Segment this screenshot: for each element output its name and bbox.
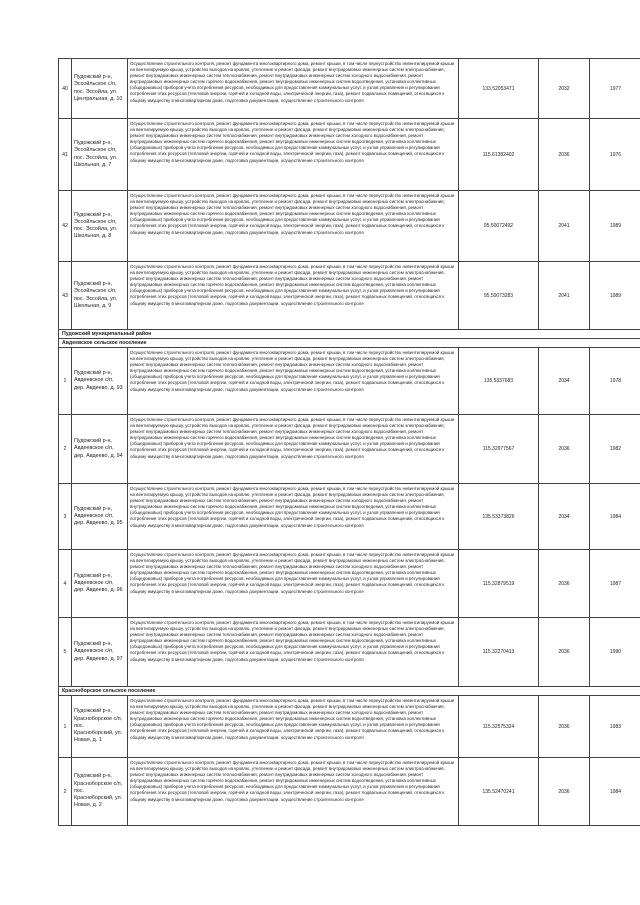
works-description-cell: Осуществление строительного контроля, ремонт фундамента многоквартирного дома, ремонт крыши, в том числе переустройство невентилируемой крыши на вентилируемую крышу, устройство выходов на кровлю, утепление и ремонт фасада, ремонт внутридомовых инженерных систем электроснабжения, ремонт внутридомовых инженерных систем теплоснабжения, ремонт внутридомовых инженерных систем холодного водоснабжения, ремонт внутридомовых инженерных систем горячего водоснабжения, ремонт внутридомовых инженерных систем водоотведения, установка коллективных (общедомовых) приборов учета потребления ресурсов, необходимых для предоставления коммунальных услуг, и узлов управления и регулирования потребления этих ресурсов (тепловой энергии, горячей и холодной воды, электрической энергии, газа), ремонт подвальных помещений, относящихся к общему имуществу в многоквартирном доме, подготовка документации, осуществление строительного контроля (128, 262, 459, 330)
table-row (59, 59, 640, 119)
works-description-cell: Осуществление строительного контроля, ремонт фундамента многоквартирного дома, ремонт крыши, в том числе переустройство невентилируемой крыши на вентилируемую крышу, устройство выходов на кровлю, утепление и ремонт фасада, ремонт внутридомовых инженерных систем электроснабжения, ремонт внутридомовых инженерных систем теплоснабжения, ремонт внутридомовых инженерных систем холодного водоснабжения, ремонт внутридомовых инженерных систем горячего водоснабжения, ремонт внутридомовых инженерных систем водоотведения, установка коллективных (общедомовых) приборов учета потребления ресурсов, необходимых для предоставления коммунальных услуг, и узлов управления и регулирования потребления этих ресурсов (тепловой энергии, горячей и холодной воды, электрической энергии, газа), ремонт подвальных помещений, относящихся к общему имуществу в многоквартирном доме, подготовка документации, осуществление строительного контроля (128, 758, 459, 826)
construction-year-cell: 1978 (590, 348, 640, 415)
cost-cell: 135.52470241 (459, 758, 539, 826)
table-row (59, 550, 640, 618)
table-row (59, 348, 640, 415)
address-cell: Пудожский р-н, Красноборское с/п, пос. Красноборский, ул. Новая, д. 2 (72, 758, 128, 826)
construction-year-cell: 1983 (590, 696, 640, 758)
completion-year-cell: 2036 (539, 415, 590, 484)
cost-cell: 135.53373826 (459, 484, 539, 550)
address-cell: Пудожский р-н, Авдеевское с/п, дер. Авдеево, д. 97 (72, 618, 128, 687)
table-row (59, 191, 640, 262)
row-number: 2 (59, 758, 72, 826)
works-description-cell: Осуществление строительного контроля, ремонт фундамента многоквартирного дома, ремонт крыши, в том числе переустройство невентилируемой крыши на вентилируемую крышу, устройство выходов на кровлю, утепление и ремонт фасада, ремонт внутридомовых инженерных систем электроснабжения, ремонт внутридомовых инженерных систем теплоснабжения, ремонт внутридомовых инженерных систем холодного водоснабжения, ремонт внутридомовых инженерных систем горячего водоснабжения, ремонт внутридомовых инженерных систем водоотведения, установка коллективных (общедомовых) приборов учета потребления ресурсов, необходимых для предоставления коммунальных услуг, и узлов управления и регулирования потребления этих ресурсов (тепловой энергии, горячей и холодной воды, электрической энергии, газа), ремонт подвальных помещений, относящихся к общему имуществу в многоквартирном доме, подготовка документации, осуществление строительного контроля (128, 484, 459, 550)
construction-year-cell: 1984 (590, 758, 640, 826)
completion-year-cell: 2032 (539, 59, 590, 119)
completion-year-cell: 2041 (539, 191, 590, 262)
construction-year-cell: 1989 (590, 262, 640, 330)
table-row (59, 415, 640, 484)
address-cell: Пудожский р-н, Авдеевское с/п, дер. Авдеево, д. 95 (72, 484, 128, 550)
table-row (59, 484, 640, 550)
table-row (59, 696, 640, 758)
works-description-cell: Осуществление строительного контроля, ремонт фундамента многоквартирного дома, ремонт крыши, в том числе переустройство невентилируемой крыши на вентилируемую крышу, устройство выходов на кровлю, утепление и ремонт фасада, ремонт внутридомовых инженерных систем электроснабжения, ремонт внутридомовых инженерных систем теплоснабжения, ремонт внутридомовых инженерных систем холодного водоснабжения, ремонт внутридомовых инженерных систем горячего водоснабжения, ремонт внутридомовых инженерных систем водоотведения, установка коллективных (общедомовых) приборов учета потребления ресурсов, необходимых для предоставления коммунальных услуг, и узлов управления и регулирования потребления этих ресурсов (тепловой энергии, горячей и холодной воды, электрической энергии, газа), ремонт подвальных помещений, относящихся к общему имуществу в многоквартирном доме, подготовка документации, осуществление строительного контроля (128, 550, 459, 618)
completion-year-cell: 2036 (539, 758, 590, 826)
cost-cell: 115.32879519 (459, 550, 539, 618)
construction-year-cell: 1984 (590, 484, 640, 550)
works-description-cell: Осуществление строительного контроля, ремонт фундамента многоквартирного дома, ремонт крыши, в том числе переустройство невентилируемой крыши на вентилируемую крышу, устройство выходов на кровлю, утепление и ремонт фасада, ремонт внутридомовых инженерных систем электроснабжения, ремонт внутридомовых инженерных систем теплоснабжения, ремонт внутридомовых инженерных систем холодного водоснабжения, ремонт внутридомовых инженерных систем горячего водоснабжения, ремонт внутридомовых инженерных систем водоотведения, установка коллективных (общедомовых) приборов учета потребления ресурсов, необходимых для предоставления коммунальных услуг, и узлов управления и регулирования потребления этих ресурсов (тепловой энергии, горячей и холодной воды, электрической энергии, газа), ремонт подвальных помещений, относящихся к общему имуществу в многоквартирном доме, подготовка документации, осуществление строительного контроля (128, 696, 459, 758)
section-heading-row (59, 687, 640, 696)
row-number: 1 (59, 348, 72, 415)
table-row (59, 262, 640, 330)
construction-year-cell: 1989 (590, 191, 640, 262)
cost-cell: 115.32977567 (459, 415, 539, 484)
works-description-cell: Осуществление строительного контроля, ремонт фундамента многоквартирного дома, ремонт крыши, в том числе переустройство невентилируемой крыши на вентилируемую крышу, устройство выходов на кровлю, утепление и ремонт фасада, ремонт внутридомовых инженерных систем электроснабжения, ремонт внутридомовых инженерных систем теплоснабжения, ремонт внутридомовых инженерных систем холодного водоснабжения, ремонт внутридомовых инженерных систем горячего водоснабжения, ремонт внутридомовых инженерных систем водоотведения, установка коллективных (общедомовых) приборов учета потребления ресурсов, необходимых для предоставления коммунальных услуг, и узлов управления и регулирования потребления этих ресурсов (тепловой энергии, горячей и холодной воды, электрической энергии, газа), ремонт подвальных помещений, относящихся к общему имуществу в многоквартирном доме, подготовка документации, осуществление строительного контроля (128, 191, 459, 262)
completion-year-cell: 2034 (539, 484, 590, 550)
cost-cell: 95.50073283 (459, 262, 539, 330)
construction-year-cell: 1987 (590, 550, 640, 618)
cost-cell: 115.61382402 (459, 119, 539, 191)
row-number: 5 (59, 618, 72, 687)
works-description-cell: Осуществление строительного контроля, ремонт фундамента многоквартирного дома, ремонт крыши, в том числе переустройство невентилируемой крыши на вентилируемую крышу, устройство выходов на кровлю, утепление и ремонт фасада, ремонт внутридомовых инженерных систем электроснабжения, ремонт внутридомовых инженерных систем теплоснабжения, ремонт внутридомовых инженерных систем холодного водоснабжения, ремонт внутридомовых инженерных систем горячего водоснабжения, ремонт внутридомовых инженерных систем водоотведения, установка коллективных (общедомовых) приборов учета потребления ресурсов, необходимых для предоставления коммунальных услуг, и узлов управления и регулирования потребления этих ресурсов (тепловой энергии, горячей и холодной воды, электрической энергии, газа), ремонт подвальных помещений, относящихся к общему имуществу в многоквартирном доме, подготовка документации, осуществление строительного контроля (128, 119, 459, 191)
completion-year-cell: 2036 (539, 618, 590, 687)
cost-cell: 115.32270413 (459, 618, 539, 687)
row-number: 1 (59, 696, 72, 758)
completion-year-cell: 2036 (539, 119, 590, 191)
table-row (59, 758, 640, 826)
row-number: 40 (59, 59, 72, 119)
address-cell: Пудожский р-н, Эссойльское с/п, пос. Эссойла, ул. Школьная, д. 7 (72, 119, 128, 191)
works-description-cell: Осуществление строительного контроля, ремонт фундамента многоквартирного дома, ремонт крыши, в том числе переустройство невентилируемой крыши на вентилируемую крышу, устройство выходов на кровлю, утепление и ремонт фасада, ремонт внутридомовых инженерных систем электроснабжения, ремонт внутридомовых инженерных систем теплоснабжения, ремонт внутридомовых инженерных систем холодного водоснабжения, ремонт внутридомовых инженерных систем горячего водоснабжения, ремонт внутридомовых инженерных систем водоотведения, установка коллективных (общедомовых) приборов учета потребления ресурсов, необходимых для предоставления коммунальных услуг, и узлов управления и регулирования потребления этих ресурсов (тепловой энергии, горячей и холодной воды, электрической энергии, газа), ремонт подвальных помещений, относящихся к общему имуществу в многоквартирном доме, подготовка документации, осуществление строительного контроля (128, 618, 459, 687)
cost-cell: 95.50072492 (459, 191, 539, 262)
table-row (59, 618, 640, 687)
cost-cell: 133.52053471 (459, 59, 539, 119)
section-heading: Пудожский муниципальный район (59, 330, 640, 339)
row-number: 43 (59, 262, 72, 330)
completion-year-cell: 2036 (539, 550, 590, 618)
construction-year-cell: 1976 (590, 119, 640, 191)
address-cell: Пудожский р-н, Красноборское с/п, пос. Красноборский, ул. Новая, д. 1 (72, 696, 128, 758)
row-number: 2 (59, 415, 72, 484)
section-heading-row (59, 339, 640, 348)
row-number: 3 (59, 484, 72, 550)
section-heading: Авдеевское сельское поселение (59, 339, 640, 348)
table-row (59, 119, 640, 191)
section-heading-row (59, 330, 640, 339)
works-description-cell: Осуществление строительного контроля, ремонт фундамента многоквартирного дома, ремонт крыши, в том числе переустройство невентилируемой крыши на вентилируемую крышу, устройство выходов на кровлю, утепление и ремонт фасада, ремонт внутридомовых инженерных систем электроснабжения, ремонт внутридомовых инженерных систем теплоснабжения, ремонт внутридомовых инженерных систем холодного водоснабжения, ремонт внутридомовых инженерных систем горячего водоснабжения, ремонт внутридомовых инженерных систем водоотведения, установка коллективных (общедомовых) приборов учета потребления ресурсов, необходимых для предоставления коммунальных услуг, и узлов управления и регулирования потребления этих ресурсов (тепловой энергии, горячей и холодной воды, электрической энергии, газа), ремонт подвальных помещений, относящихся к общему имуществу в многоквартирном доме, подготовка документации, осуществление строительного контроля (128, 348, 459, 415)
address-cell: Пудожский р-н, Авдеевское с/п, дер. Авдеево, д. 93 (72, 348, 128, 415)
address-cell: Пудожский р-н, Авдеевское с/п, дер. Авдеево, д. 94 (72, 415, 128, 484)
section-heading: Красноборское сельское поселение (59, 687, 640, 696)
row-number: 4 (59, 550, 72, 618)
cost-cell: 135.5337683 (459, 348, 539, 415)
cost-cell: 115.32575324 (459, 696, 539, 758)
construction-year-cell: 1977 (590, 59, 640, 119)
construction-year-cell: 1982 (590, 415, 640, 484)
works-description-cell: Осуществление строительного контроля, ремонт фундамента многоквартирного дома, ремонт крыши, в том числе переустройство невентилируемой крыши на вентилируемую крышу, устройство выходов на кровлю, утепление и ремонт фасада, ремонт внутридомовых инженерных систем электроснабжения, ремонт внутридомовых инженерных систем теплоснабжения, ремонт внутридомовых инженерных систем холодного водоснабжения, ремонт внутридомовых инженерных систем горячего водоснабжения, ремонт внутридомовых инженерных систем водоотведения, установка коллективных (общедомовых) приборов учета потребления ресурсов, необходимых для предоставления коммунальных услуг, и узлов управления и регулирования потребления этих ресурсов (тепловой энергии, горячей и холодной воды, электрической энергии, газа), ремонт подвальных помещений, относящихся к общему имуществу в многоквартирном доме, подготовка документации, осуществление строительного контроля (128, 59, 459, 119)
address-cell: Пудожский р-н, Эссойльское с/п, пос. Эссойла, ул. Центральная, д. 10 (72, 59, 128, 119)
address-cell: Пудожский р-н, Авдеевское с/п, дер. Авдеево, д. 96 (72, 550, 128, 618)
row-number: 42 (59, 191, 72, 262)
row-number: 41 (59, 119, 72, 191)
capital-repair-program-table (58, 58, 640, 826)
completion-year-cell: 2036 (539, 696, 590, 758)
address-cell: Пудожский р-н, Эссойльское с/п, пос. Эссойла, ул. Школьная, д. 8 (72, 191, 128, 262)
completion-year-cell: 2034 (539, 348, 590, 415)
completion-year-cell: 2041 (539, 262, 590, 330)
construction-year-cell: 1990 (590, 618, 640, 687)
works-description-cell: Осуществление строительного контроля, ремонт фундамента многоквартирного дома, ремонт крыши, в том числе переустройство невентилируемой крыши на вентилируемую крышу, устройство выходов на кровлю, утепление и ремонт фасада, ремонт внутридомовых инженерных систем электроснабжения, ремонт внутридомовых инженерных систем теплоснабжения, ремонт внутридомовых инженерных систем холодного водоснабжения, ремонт внутридомовых инженерных систем горячего водоснабжения, ремонт внутридомовых инженерных систем водоотведения, установка коллективных (общедомовых) приборов учета потребления ресурсов, необходимых для предоставления коммунальных услуг, и узлов управления и регулирования потребления этих ресурсов (тепловой энергии, горячей и холодной воды, электрической энергии, газа), ремонт подвальных помещений, относящихся к общему имуществу в многоквартирном доме, подготовка документации, осуществление строительного контроля (128, 415, 459, 484)
address-cell: Пудожский р-н, Эссойльское с/п, пос. Эссойла, ул. Школьная, д. 9 (72, 262, 128, 330)
